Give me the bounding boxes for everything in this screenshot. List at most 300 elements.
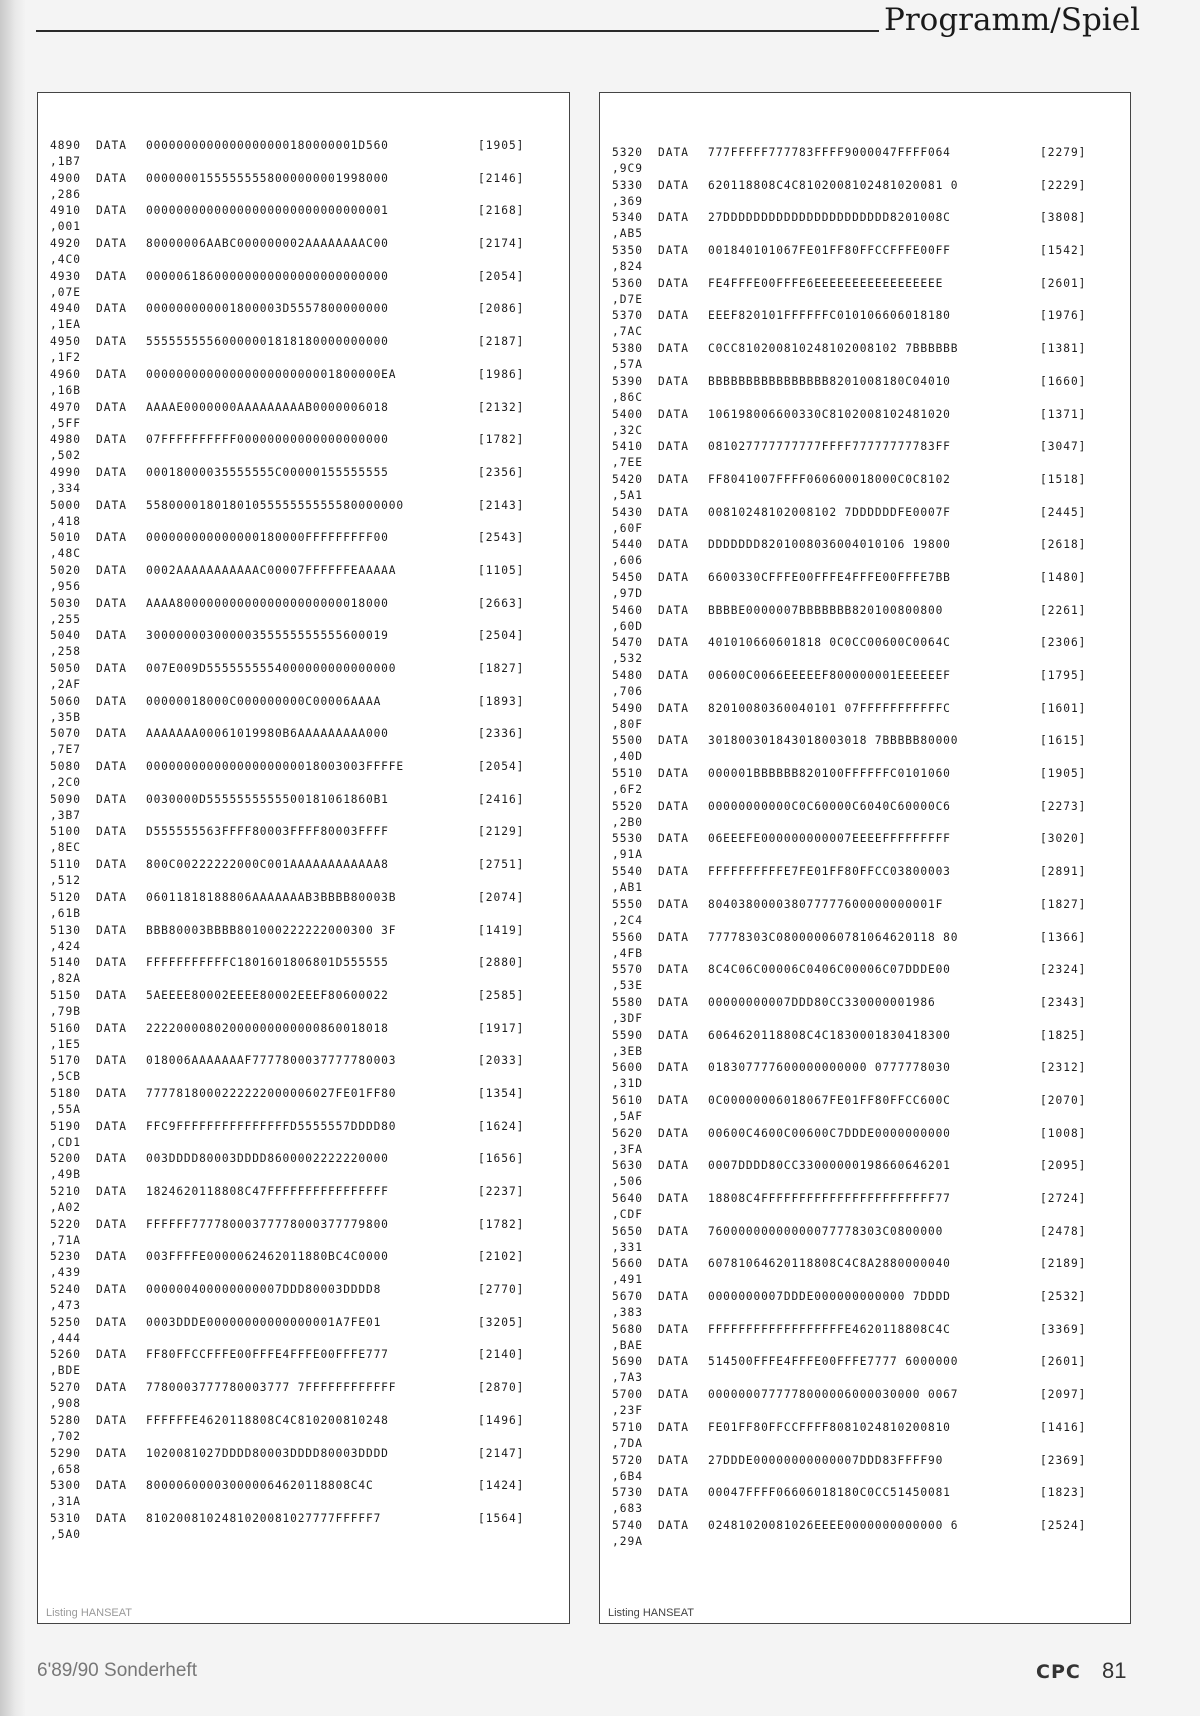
- hex-data: 514500FFFE4FFFE00FFFE7777 6000000: [708, 1355, 959, 1369]
- listing-right: [612, 145, 1122, 1551]
- checksum: [2324]: [1040, 963, 1087, 977]
- line-checksum-tail: ,331: [612, 1240, 643, 1254]
- listing-entry: [50, 1446, 561, 1479]
- hex-data: 401010660601818 0C0CC00600C0064C: [708, 636, 951, 650]
- data-keyword: DATA: [96, 204, 127, 218]
- line-checksum-tail: ,3EB: [612, 1044, 643, 1058]
- listing-entry: [50, 269, 561, 302]
- data-line: [612, 897, 1122, 913]
- data-line: [50, 726, 561, 742]
- listing-entry: [50, 1021, 561, 1054]
- data-line: [50, 138, 561, 154]
- line-checksum-tail: ,255: [50, 612, 81, 626]
- hex-data: 07FFFFFFFFFF00000000000000000000: [146, 433, 389, 447]
- data-keyword: DATA: [96, 302, 127, 316]
- hex-data: 1824620118808C47FFFFFFFFFFFFFFFF: [146, 1185, 389, 1198]
- hex-data: 0002AAAAAAAAAAAC00007FFFFFFEAAAAA: [146, 563, 397, 577]
- hex-data: 018307777600000000000 0777778030: [708, 1061, 951, 1075]
- listing-entry: [50, 1511, 561, 1544]
- listing-entry: [612, 603, 1122, 636]
- hex-data: 00018000035555555C00000155555555: [146, 465, 389, 479]
- checksum: [2880]: [478, 956, 525, 970]
- listing-entry: [50, 432, 561, 465]
- line-number: 5490: [612, 701, 643, 715]
- hex-data: BBBBBBBBBBBBBBBB8201008180C04010: [708, 374, 951, 388]
- listing-entry: [50, 301, 561, 334]
- line-number: 5300: [50, 1479, 81, 1493]
- line-number: 5410: [612, 440, 643, 454]
- line-checksum-tail: ,491: [612, 1273, 643, 1287]
- line-checksum-tail: ,5CB: [50, 1070, 81, 1084]
- checksum: [1416]: [1040, 1420, 1087, 1434]
- line-number: 5670: [612, 1290, 643, 1304]
- hex-data: 55555555560000001818180000000000: [146, 335, 389, 349]
- data-keyword: DATA: [658, 1518, 689, 1532]
- line-number: 5330: [612, 178, 643, 192]
- data-keyword: DATA: [658, 930, 689, 944]
- line-number: 5740: [612, 1518, 643, 1532]
- line-checksum-tail: ,BDE: [50, 1364, 81, 1378]
- checksum: [2369]: [1040, 1453, 1087, 1467]
- line-checksum-tail: ,D7E: [612, 292, 643, 306]
- data-line: [50, 955, 561, 971]
- listing-entry: [612, 1289, 1122, 1322]
- hex-data: D555555563FFFF80003FFFF80003FFFF: [146, 825, 389, 839]
- line-number: 5660: [612, 1257, 643, 1271]
- line-number: 5190: [50, 1119, 81, 1133]
- line-number: 4960: [50, 367, 81, 381]
- data-keyword: DATA: [658, 342, 689, 356]
- data-line: [612, 733, 1122, 749]
- data-keyword: DATA: [658, 146, 689, 159]
- checksum: [2054]: [478, 269, 525, 283]
- listing-entry: [50, 824, 561, 857]
- listing-entry: [612, 407, 1122, 440]
- header-rule: [36, 30, 879, 32]
- data-line: [50, 465, 561, 481]
- line-number: 5730: [612, 1486, 643, 1500]
- hex-data: 0000000007DDDE000000000000 7DDDD: [708, 1290, 951, 1304]
- line-checksum-tail: ,82A: [50, 972, 81, 986]
- hex-data: 000000000000000180000FFFFFFFFF00: [146, 531, 389, 545]
- checksum: [2140]: [478, 1348, 525, 1362]
- hex-data: 00047FFFF06606018180C0CC51450081: [708, 1486, 951, 1500]
- hex-data: 06011818188806AAAAAAAB3BBBB80003B: [146, 890, 397, 904]
- data-line: [50, 367, 561, 383]
- checksum: [1825]: [1040, 1028, 1087, 1042]
- data-keyword: DATA: [96, 956, 127, 970]
- hex-data: 0007DDDD80CC33000000198660646201: [708, 1159, 951, 1173]
- line-checksum-tail: ,49B: [50, 1168, 81, 1182]
- listing-caption-right: Listing HANSEAT: [608, 1607, 694, 1619]
- checksum: [2770]: [478, 1283, 525, 1297]
- line-checksum-tail: ,55A: [50, 1102, 81, 1116]
- line-checksum-tail: ,3B7: [50, 808, 81, 822]
- data-line: [50, 988, 561, 1004]
- hex-data: 00000018000C000000000C00006AAAA: [146, 694, 382, 708]
- checksum: [2870]: [478, 1381, 525, 1395]
- line-number: 5710: [612, 1420, 643, 1434]
- line-number: 5010: [50, 531, 81, 545]
- data-line: [612, 668, 1122, 684]
- data-keyword: DATA: [96, 1185, 127, 1198]
- listing-entry: [50, 498, 561, 531]
- listing-entry: [612, 1518, 1122, 1551]
- checksum: [1823]: [1040, 1486, 1087, 1500]
- data-line: [50, 1413, 561, 1429]
- line-checksum-tail: ,CDF: [612, 1208, 643, 1221]
- hex-data: 00000001555555558000000001998000: [146, 171, 389, 185]
- data-keyword: DATA: [658, 1486, 689, 1500]
- listing-entry: [612, 1191, 1122, 1224]
- data-line: [50, 1086, 561, 1102]
- data-keyword: DATA: [96, 1511, 127, 1525]
- checksum: [1008]: [1040, 1126, 1087, 1140]
- data-keyword: DATA: [658, 1420, 689, 1434]
- data-keyword: DATA: [96, 1119, 127, 1133]
- line-number: 5570: [612, 963, 643, 977]
- line-checksum-tail: ,658: [50, 1462, 81, 1476]
- line-number: 4990: [50, 465, 81, 479]
- listing-entry: [50, 1086, 561, 1119]
- hex-data: 0000000000000000000180000001D560: [146, 139, 389, 152]
- line-number: 5070: [50, 727, 81, 741]
- data-line: [612, 1485, 1122, 1501]
- line-checksum-tail: ,824: [612, 260, 643, 274]
- checksum: [2478]: [1040, 1224, 1087, 1238]
- listing-entry: [612, 276, 1122, 309]
- hex-data: 7777818000222222000006027FE01FF80: [146, 1086, 397, 1100]
- data-keyword: DATA: [96, 1348, 127, 1362]
- data-line: [612, 341, 1122, 357]
- checksum: [2147]: [478, 1446, 525, 1460]
- hex-data: FFFFFFFFFFFC1801601806801D555555: [146, 956, 389, 970]
- listing-entry: [50, 857, 561, 890]
- line-number: 5250: [50, 1315, 81, 1329]
- data-line: [612, 210, 1122, 226]
- listing-entry: [612, 831, 1122, 864]
- listing-entry: [50, 138, 561, 171]
- checksum: [2132]: [478, 400, 525, 414]
- hex-data: C0CC810200810248102008102 7BBBBBB: [708, 342, 959, 356]
- data-keyword: DATA: [658, 505, 689, 519]
- checksum: [3369]: [1040, 1322, 1087, 1336]
- line-number: 5370: [612, 309, 643, 323]
- hex-data: 5AEEEE80002EEEE80002EEEF80600022: [146, 988, 389, 1002]
- line-number: 5400: [612, 407, 643, 421]
- data-keyword: DATA: [658, 407, 689, 421]
- line-number: 5700: [612, 1388, 643, 1402]
- listing-panel-left: [37, 92, 570, 1624]
- data-keyword: DATA: [658, 832, 689, 846]
- listing-entry: [612, 995, 1122, 1028]
- line-number: 5150: [50, 988, 81, 1002]
- data-line: [50, 1511, 561, 1527]
- data-keyword: DATA: [658, 1257, 689, 1271]
- data-line: [50, 1380, 561, 1396]
- data-line: [50, 432, 561, 448]
- line-checksum-tail: ,439: [50, 1266, 81, 1280]
- hex-data: 00000000000000000000018003003FFFFE: [146, 760, 404, 774]
- data-keyword: DATA: [658, 897, 689, 911]
- line-number: 5320: [612, 146, 643, 159]
- data-keyword: DATA: [96, 1446, 127, 1460]
- listing-entry: [50, 1413, 561, 1446]
- line-checksum-tail: ,1F2: [50, 351, 81, 365]
- line-checksum-tail: ,424: [50, 939, 81, 953]
- line-checksum-tail: ,48C: [50, 547, 81, 561]
- data-line: [50, 694, 561, 710]
- hex-data: 02481020081026EEEE0000000000000 6: [708, 1518, 959, 1532]
- data-line: [612, 1028, 1122, 1044]
- hex-data: 7780003777780003777 7FFFFFFFFFFFF: [146, 1381, 397, 1395]
- issue-label: 6'89/90 Sonderheft: [37, 1660, 197, 1681]
- line-number: 4970: [50, 400, 81, 414]
- checksum: [2054]: [478, 760, 525, 774]
- line-number: 5460: [612, 603, 643, 617]
- line-number: 5080: [50, 760, 81, 774]
- listing-entry: [50, 759, 561, 792]
- data-line: [50, 1021, 561, 1037]
- data-keyword: DATA: [658, 440, 689, 454]
- data-line: [612, 930, 1122, 946]
- line-number: 5000: [50, 498, 81, 512]
- data-keyword: DATA: [96, 367, 127, 381]
- line-number: 5360: [612, 276, 643, 290]
- listing-entry: [612, 308, 1122, 341]
- data-keyword: DATA: [658, 1322, 689, 1336]
- hex-data: 60781064620118808C4C8A2880000040: [708, 1257, 951, 1271]
- data-keyword: DATA: [96, 1217, 127, 1231]
- data-keyword: DATA: [658, 603, 689, 617]
- data-line: [612, 799, 1122, 815]
- checksum: [2143]: [478, 498, 525, 512]
- data-line: [612, 831, 1122, 847]
- line-number: 4930: [50, 269, 81, 283]
- line-checksum-tail: ,7E7: [50, 743, 81, 757]
- line-checksum-tail: ,CD1: [50, 1135, 81, 1149]
- data-line: [612, 374, 1122, 390]
- data-line: [50, 203, 561, 219]
- hex-data: FFFFFFE4620118808C4C810200810248: [146, 1413, 389, 1427]
- line-checksum-tail: ,258: [50, 645, 81, 659]
- line-number: 5260: [50, 1348, 81, 1362]
- checksum: [2445]: [1040, 505, 1087, 519]
- hex-data: 301800301843018003018 7BBBBB80000: [708, 734, 959, 748]
- checksum: [2129]: [478, 825, 525, 839]
- data-keyword: DATA: [96, 563, 127, 577]
- line-number: 5020: [50, 563, 81, 577]
- hex-data: 00600C0066EEEEEF800000001EEEEEEF: [708, 669, 951, 682]
- line-number: 5390: [612, 374, 643, 388]
- checksum: [1354]: [478, 1086, 525, 1100]
- line-checksum-tail: ,2C0: [50, 776, 81, 790]
- data-keyword: DATA: [96, 139, 127, 152]
- checksum: [1827]: [478, 662, 525, 675]
- line-number: 5060: [50, 694, 81, 708]
- line-checksum-tail: ,AB5: [612, 227, 643, 241]
- line-checksum-tail: ,7AC: [612, 325, 643, 339]
- data-keyword: DATA: [658, 276, 689, 290]
- hex-data: 18808C4FFFFFFFFFFFFFFFFFFFFFFF77: [708, 1192, 951, 1205]
- checksum: [2074]: [478, 890, 525, 904]
- data-line: [612, 1126, 1122, 1142]
- hex-data: BBB80003BBBB801000222222000300 3F: [146, 923, 397, 937]
- line-number: 5220: [50, 1217, 81, 1231]
- line-number: 5430: [612, 505, 643, 519]
- line-number: 5210: [50, 1185, 81, 1198]
- data-keyword: DATA: [96, 1381, 127, 1395]
- line-checksum-tail: ,61B: [50, 906, 81, 920]
- data-keyword: DATA: [658, 570, 689, 584]
- data-keyword: DATA: [96, 498, 127, 512]
- checksum: [2356]: [478, 465, 525, 479]
- line-checksum-tail: ,7EE: [612, 456, 643, 470]
- checksum: [2033]: [478, 1054, 525, 1068]
- hex-data: 00000000007DDD80CC330000001986: [708, 995, 936, 1009]
- data-line: [50, 236, 561, 252]
- line-checksum-tail: ,60D: [612, 619, 643, 633]
- hex-data: 000000000001800003D5557800000000: [146, 302, 389, 316]
- line-checksum-tail: ,2C4: [612, 913, 643, 927]
- line-number: 4900: [50, 171, 81, 185]
- data-keyword: DATA: [96, 465, 127, 479]
- data-keyword: DATA: [96, 531, 127, 545]
- data-keyword: DATA: [658, 995, 689, 1009]
- data-line: [612, 1224, 1122, 1240]
- line-checksum-tail: ,369: [612, 194, 643, 208]
- data-line: [612, 1191, 1122, 1207]
- data-keyword: DATA: [658, 963, 689, 977]
- line-number: 5350: [612, 244, 643, 258]
- listing-entry: [612, 897, 1122, 930]
- checksum: [2663]: [478, 596, 525, 610]
- line-checksum-tail: ,5FF: [50, 416, 81, 430]
- listing-left: [50, 138, 561, 1544]
- checksum: [3205]: [478, 1315, 525, 1329]
- data-line: [50, 824, 561, 840]
- checksum: [1424]: [478, 1479, 525, 1493]
- line-checksum-tail: ,4FB: [612, 946, 643, 960]
- line-number: 5650: [612, 1224, 643, 1238]
- checksum: [2585]: [478, 988, 525, 1002]
- data-line: [50, 1446, 561, 1462]
- listing-entry: [50, 1347, 561, 1380]
- listing-entry: [612, 210, 1122, 243]
- data-line: [612, 1354, 1122, 1370]
- checksum: [1905]: [1040, 767, 1087, 781]
- line-number: 4920: [50, 237, 81, 251]
- line-number: 5470: [612, 636, 643, 650]
- hex-data: FE4FFFE00FFFE6EEEEEEEEEEEEEEEEE: [708, 276, 944, 290]
- listing-entry: [612, 1387, 1122, 1420]
- listing-entry: [50, 923, 561, 956]
- data-keyword: DATA: [658, 636, 689, 650]
- line-number: 5530: [612, 832, 643, 846]
- data-keyword: DATA: [658, 178, 689, 192]
- line-checksum-tail: ,80F: [612, 717, 643, 731]
- checksum: [2343]: [1040, 995, 1087, 1009]
- line-checksum-tail: ,8EC: [50, 841, 81, 855]
- line-checksum-tail: ,32C: [612, 423, 643, 437]
- data-line: [612, 1387, 1122, 1403]
- data-line: [50, 400, 561, 416]
- line-checksum-tail: ,2AF: [50, 678, 81, 691]
- listing-entry: [50, 726, 561, 759]
- checksum: [1518]: [1040, 472, 1087, 486]
- checksum: [1564]: [478, 1511, 525, 1525]
- checksum: [1782]: [478, 433, 525, 447]
- line-checksum-tail: ,956: [50, 579, 81, 593]
- listing-entry: [50, 661, 561, 694]
- hex-data: 018006AAAAAAAF7777800037777780003: [146, 1054, 397, 1068]
- line-number: 5030: [50, 596, 81, 610]
- line-checksum-tail: ,57A: [612, 358, 643, 372]
- listing-entry: [612, 635, 1122, 668]
- line-checksum-tail: ,31D: [612, 1077, 643, 1091]
- listing-entry: [612, 733, 1122, 766]
- data-keyword: DATA: [96, 1152, 127, 1166]
- hex-data: 000001BBBBBB820100FFFFFFC0101060: [708, 767, 951, 781]
- data-keyword: DATA: [658, 799, 689, 813]
- listing-entry: [50, 367, 561, 400]
- line-checksum-tail: ,532: [612, 652, 643, 666]
- data-keyword: DATA: [96, 1054, 127, 1068]
- hex-data: 27DDDE00000000000007DDD83FFFF90: [708, 1453, 944, 1467]
- listing-entry: [50, 1249, 561, 1282]
- hex-data: 777FFFFF777783FFFF9000047FFFF064: [708, 146, 951, 159]
- line-checksum-tail: ,5A1: [612, 488, 643, 502]
- data-line: [612, 1256, 1122, 1272]
- data-line: [50, 628, 561, 644]
- checksum: [2095]: [1040, 1159, 1087, 1173]
- hex-data: 6600330CFFFE00FFFE4FFFE00FFFE7BB: [708, 570, 951, 584]
- checksum: [1624]: [478, 1119, 525, 1133]
- checksum: [2187]: [478, 335, 525, 349]
- data-keyword: DATA: [658, 1028, 689, 1042]
- line-number: 5690: [612, 1355, 643, 1369]
- line-number: 5290: [50, 1446, 81, 1460]
- data-keyword: DATA: [658, 1126, 689, 1140]
- checksum: [2237]: [478, 1185, 525, 1198]
- line-checksum-tail: ,1E5: [50, 1037, 81, 1051]
- data-keyword: DATA: [658, 1061, 689, 1075]
- line-number: 5090: [50, 792, 81, 806]
- checksum: [3808]: [1040, 211, 1087, 225]
- hex-data: 00600C4600C00600C7DDDE0000000000: [708, 1126, 951, 1140]
- listing-entry: [612, 1224, 1122, 1257]
- data-keyword: DATA: [96, 825, 127, 839]
- listing-entry: [612, 570, 1122, 603]
- data-keyword: DATA: [658, 701, 689, 715]
- line-checksum-tail: ,31A: [50, 1495, 81, 1509]
- data-line: [612, 505, 1122, 521]
- line-checksum-tail: ,418: [50, 514, 81, 528]
- checksum: [3020]: [1040, 832, 1087, 846]
- listing-entry: [612, 1420, 1122, 1453]
- listing-entry: [50, 792, 561, 825]
- data-line: [612, 1420, 1122, 1436]
- line-checksum-tail: ,91A: [612, 848, 643, 862]
- line-number: 5380: [612, 342, 643, 356]
- data-keyword: DATA: [96, 400, 127, 414]
- data-keyword: DATA: [658, 244, 689, 258]
- line-checksum-tail: ,79B: [50, 1004, 81, 1018]
- line-number: 5340: [612, 211, 643, 225]
- hex-data: 620118808C4C8102008102481020081 0: [708, 178, 959, 192]
- checksum: [1917]: [478, 1021, 525, 1035]
- checksum: [2601]: [1040, 276, 1087, 290]
